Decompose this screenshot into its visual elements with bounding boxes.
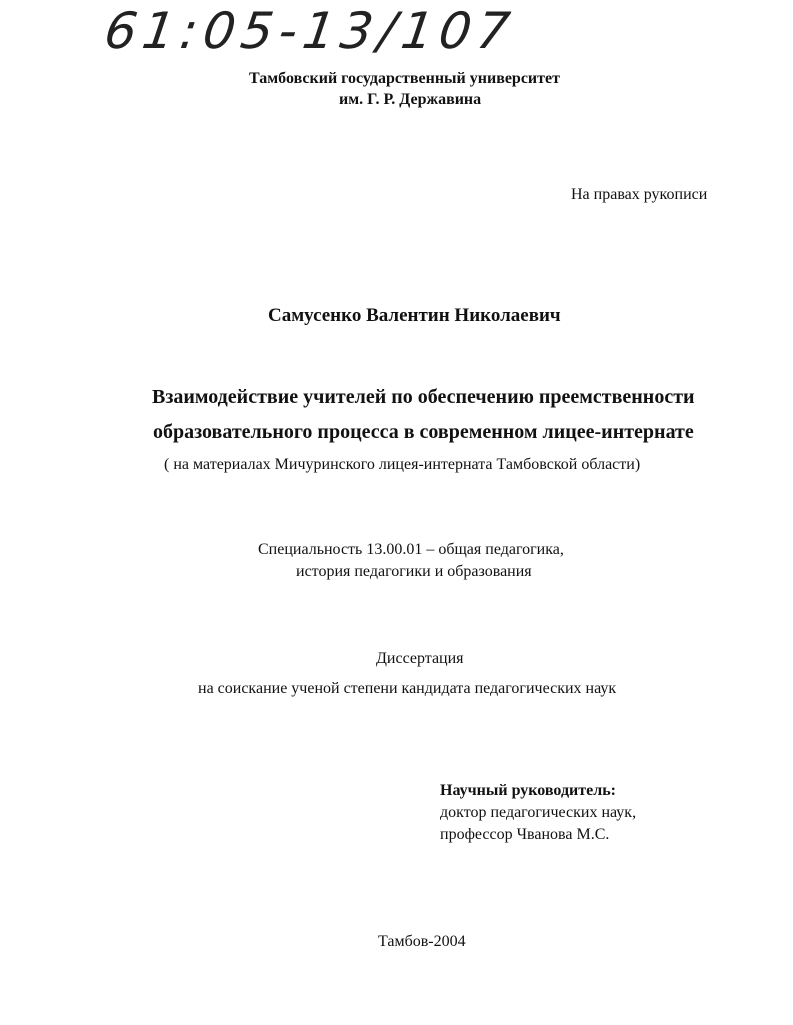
dissertation-title-line1: Взаимодействие учителей по обеспечению преемственности	[152, 386, 695, 408]
document-type: Диссертация	[376, 650, 464, 667]
dissertation-title-line2: образовательного процесса в современном лицее-интернате	[153, 421, 694, 443]
university-name: Тамбовский государственный университет	[249, 70, 560, 87]
handwritten-catalog-number: 61:05-13/107	[100, 2, 520, 60]
dissertation-subtitle: ( на материалах Мичуринского лицея-интерната Тамбовской области)	[164, 456, 641, 473]
supervisor-label: Научный руководитель:	[440, 782, 616, 799]
manuscript-rights: На правах рукописи	[571, 186, 708, 203]
degree-sought: на соискание ученой степени кандидата педагогических наук	[198, 680, 617, 697]
supervisor-degree: доктор педагогических наук,	[440, 804, 637, 821]
supervisor-name: профессор Чванова М.С.	[440, 826, 610, 843]
specialty-line2: история педагогики и образования	[296, 563, 532, 580]
place-year: Тамбов-2004	[378, 933, 466, 950]
specialty-line1: Специальность 13.00.01 – общая педагогика,	[258, 541, 564, 558]
university-honorific: им. Г. Р. Державина	[339, 91, 482, 108]
author-name: Самусенко Валентин Николаевич	[268, 305, 561, 326]
